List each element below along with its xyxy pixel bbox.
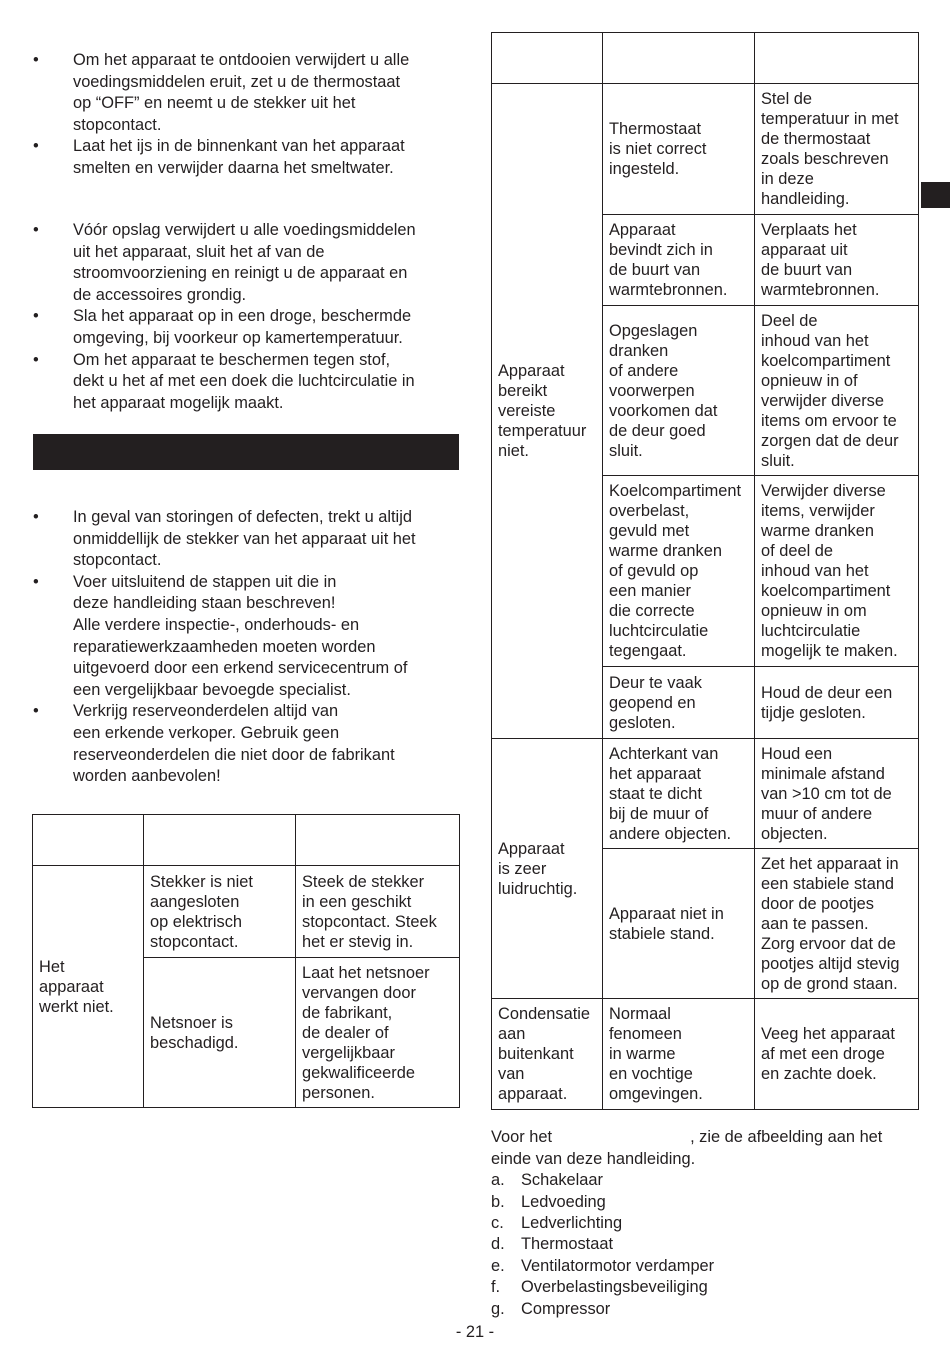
solution-cell: Veeg het apparaat af met een droge en zachte doek. — [755, 999, 919, 1110]
cause-cell: Apparaat niet in stabiele stand. — [603, 849, 755, 999]
troubleshooting-table-right — [491, 32, 919, 1110]
cause-cell: Thermostaat is niet correct ingesteld. — [603, 84, 755, 215]
header-cell — [492, 33, 603, 84]
section-heading-bar — [33, 434, 459, 470]
solution-cell: Houd de deur een tijdje gesloten. — [755, 667, 919, 739]
list-label: Compressor — [521, 1299, 611, 1318]
problem-cell: Condensatie aan buitenkant van apparaat. — [492, 999, 603, 1110]
table-header-row — [33, 815, 460, 866]
solution-cell: Houd een minimale afstand van >10 cm tot de muur of andere objecten. — [755, 739, 919, 849]
list-label: Thermostaat — [521, 1235, 614, 1254]
storage-instructions — [33, 220, 463, 414]
header-cell — [755, 33, 919, 84]
table-row — [492, 84, 919, 215]
note-tail: , zie de afbeelding aan het — [690, 1128, 883, 1146]
solution-cell: Verplaats het apparaat uit de buurt van warmtebronnen. — [755, 215, 919, 306]
header-cell — [33, 815, 144, 866]
cause-cell: Netsnoer is beschadigd. — [144, 958, 296, 1108]
solution-cell: Zet het apparaat in een stabiele stand door de pootjes aan te passen. Zorg ervoor dat de pootjes altijd stevig op de grond staan. — [755, 849, 919, 999]
list-label: Ventilatormotor verdamper — [521, 1256, 715, 1275]
list-label: Schakelaar — [521, 1171, 604, 1190]
solution-cell: Laat het netsnoer vervangen door de fabrikant, de dealer of vergelijkbaar gekwalificeerde personen. — [296, 958, 460, 1108]
list-key: d. — [491, 1235, 505, 1254]
bullet-item: • Om het apparaat te beschermen tegen stof, dekt u het af met een doek die luchtcirculatie in het apparaat mogelijk maakt. — [33, 350, 463, 415]
page-number: - 21 - — [455, 1323, 495, 1341]
cause-cell: Stekker is niet aangesloten op elektrisch stopcontact. — [144, 866, 296, 958]
note-line-2: einde van deze handleiding. — [491, 1149, 696, 1168]
solution-cell: Verwijder diverse items, verwijder warme dranken of deel de inhoud van het koelcompartiment opnieuw in om luchtcirculatie mogelijk te maken. — [755, 476, 919, 667]
component-note — [491, 1127, 921, 1320]
problem-cell: Apparaat bereikt vereiste temperatuur niet. — [492, 84, 603, 739]
list-key: f. — [491, 1278, 501, 1297]
table-header-row — [492, 33, 919, 84]
header-cell — [144, 815, 296, 866]
chapter-tab-marker — [921, 182, 950, 208]
solution-cell: Deel de inhoud van het koelcompartiment opnieuw in of verwijder diverse items om ervoor te zorgen dat de deur sluit. — [755, 306, 919, 476]
bullet-item: • Verkrijg reserveonderdelen altijd van een erkende verkoper. Gebruik geen reserveonderdelen die niet door de fabrikant worden aanbevolen! — [33, 701, 463, 787]
list-item — [491, 1256, 921, 1277]
cause-cell: Achterkant van het apparaat staat te dicht bij de muur of andere objecten. — [603, 739, 755, 849]
list-item — [491, 1192, 921, 1213]
defrost-instructions — [33, 50, 463, 180]
list-item — [491, 1234, 921, 1255]
bullet-item: • Sla het apparaat op in een droge, beschermde omgeving, bij voorkeur op kamertemperatuur. — [33, 306, 463, 349]
list-key: b. — [491, 1192, 505, 1211]
bullet-item: • Vóór opslag verwijdert u alle voedingsmiddelen uit het apparaat, sluit het af van de stroomvoorziening en reinigt u de apparaat en de accessoires grondig. — [33, 220, 463, 306]
solution-cell: Stel de temperatuur in met de thermostaat zoals beschreven in deze handleiding. — [755, 84, 919, 215]
malfunction-instructions — [33, 507, 463, 788]
bullet-item: • Om het apparaat te ontdooien verwijdert u alle voedingsmiddelen eruit, zet u de thermostaat op “OFF” en neemt u de stekker uit het stopcontact. — [33, 50, 463, 136]
cause-cell: Deur te vaak geopend en gesloten. — [603, 667, 755, 739]
table-row — [492, 999, 919, 1110]
cause-cell: Apparaat bevindt zich in de buurt van warmtebronnen. — [603, 215, 755, 306]
problem-cell: Apparaat is zeer luidruchtig. — [492, 739, 603, 999]
cause-cell: Normaal fenomeen in warme en vochtige omgevingen. — [603, 999, 755, 1110]
cause-cell: Koelcompartiment overbelast, gevuld met warme dranken of gevuld op een manier die correcte luchtcirculatie tegengaat. — [603, 476, 755, 667]
table-row — [33, 866, 460, 958]
header-cell — [603, 33, 755, 84]
list-item — [491, 1170, 921, 1191]
solution-cell: Steek de stekker in een geschikt stopcontact. Steek het er stevig in. — [296, 866, 460, 958]
list-item — [491, 1213, 921, 1234]
list-key: e. — [491, 1256, 505, 1275]
bullet-item: • Voer uitsluitend de stappen uit die in deze handleiding staan beschreven! Alle verdere inspectie-, onderhouds- en reparatiewerkzaamheden moeten worden uitgevoerd door een erkend servicecentrum of een vergelijkbaar bevoegde specialist. — [33, 572, 463, 702]
list-key: c. — [491, 1214, 504, 1232]
list-item — [491, 1299, 921, 1320]
note-intro-line — [491, 1127, 921, 1149]
note-lead: Voor het — [491, 1128, 553, 1146]
cause-cell: Opgeslagen dranken of andere voorwerpen voorkomen dat de deur goed sluit. — [603, 306, 755, 476]
table-row — [492, 739, 919, 849]
header-cell — [296, 815, 460, 866]
problem-cell: Het apparaat werkt niet. — [33, 866, 144, 1108]
component-list — [491, 1170, 921, 1320]
list-label: Ledvoeding — [521, 1192, 606, 1211]
list-key: g. — [491, 1299, 505, 1318]
bullet-item: • In geval van storingen of defecten, trekt u altijd onmiddellijk de stekker van het apparaat uit het stopcontact. — [33, 507, 463, 572]
troubleshooting-table-left — [32, 814, 460, 1108]
list-label: Ledverlichting — [521, 1214, 623, 1232]
list-item — [491, 1277, 921, 1298]
list-label: Overbelastingsbeveiliging — [521, 1278, 708, 1297]
list-key: a. — [491, 1171, 505, 1190]
bullet-item: • Laat het ijs in de binnenkant van het apparaat smelten en verwijder daarna het smeltwater. — [33, 136, 463, 179]
